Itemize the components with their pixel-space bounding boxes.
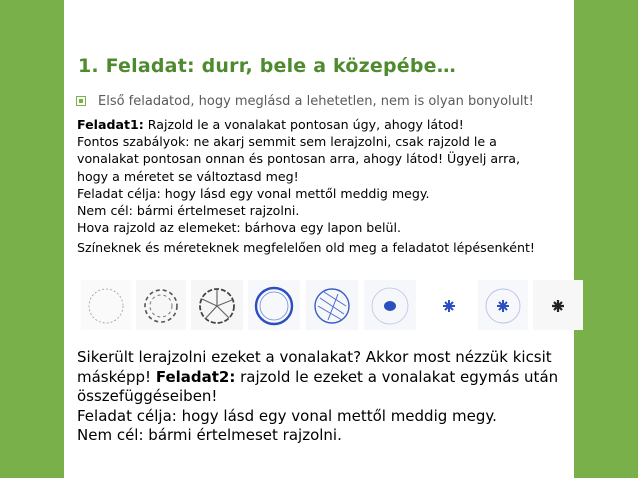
slide-title: 1. Feladat: durr, bele a közepébe… [78,55,456,77]
sketch-blue-ring [248,280,300,330]
square-bullet-icon [76,96,86,106]
rules-line-2: vonalakat pontosan onnan és pontosan arra, ahogy látod! Ügyelj arra, [77,151,520,167]
sketch-blue-striped-circle [306,280,358,330]
bottom-line-1: Sikerült lerajzolni ezeket a vonalakat? Akkor most nézzük kicsit [77,348,552,366]
rules-line-1: Fontos szabályok: ne akarj semmit sem lerajzolni, csak rajzold le a [77,134,497,150]
task2-label: Feladat2: [155,367,236,386]
task1-text: Rajzold le a vonalakat pontosan úgy, ahogy látod! [143,117,464,132]
left-green-band [0,0,64,478]
task2-description [77,348,587,446]
task1-line [77,116,587,133]
colors-line: Színeknek és méreteknek megfelelően old meg a feladatot lépésenként! [77,240,535,256]
bullet-text: Első feladatod, hogy meglásd a lehetetlen, nem is olyan bonyolult! [98,94,534,109]
sketch-faint-circle [81,280,131,330]
bottom-line-2-a: másképp! [77,367,156,386]
sketch-black-star [533,280,583,330]
bullet-item [76,94,596,109]
goal-line: Feladat célja: hogy lásd egy vonal mettől meddig megy. [77,185,430,201]
bottom-line-2-b: rajzold le ezeket a vonalakat egymás után [235,367,559,386]
where-line: Hova rajzold az elemeket: bárhova egy lapon belül. [77,220,402,236]
task1-label: Feladat1: [77,117,144,132]
sketch-strip [78,276,586,340]
sketch-blue-star-ring [478,280,528,330]
task-description [77,116,587,257]
sketch-blue-center-dot [364,280,416,330]
bottom-line-3: összefüggéseiben! [77,387,218,405]
sketch-blue-star-small [424,280,474,330]
not-goal-line: Nem cél: bármi értelmeset rajzolni. [77,203,300,219]
sketch-petal-gray [191,280,243,330]
bottom-line-5: Nem cél: bármi értelmeset rajzolni. [77,426,342,444]
sketch-swirl-gray [136,280,186,330]
rules-line-3: hogy a méretet se változtasd meg! [77,168,299,184]
bottom-line-2 [77,368,587,388]
bottom-line-4: Feladat célja: hogy lásd egy vonal mettől meddig megy. [77,406,497,425]
